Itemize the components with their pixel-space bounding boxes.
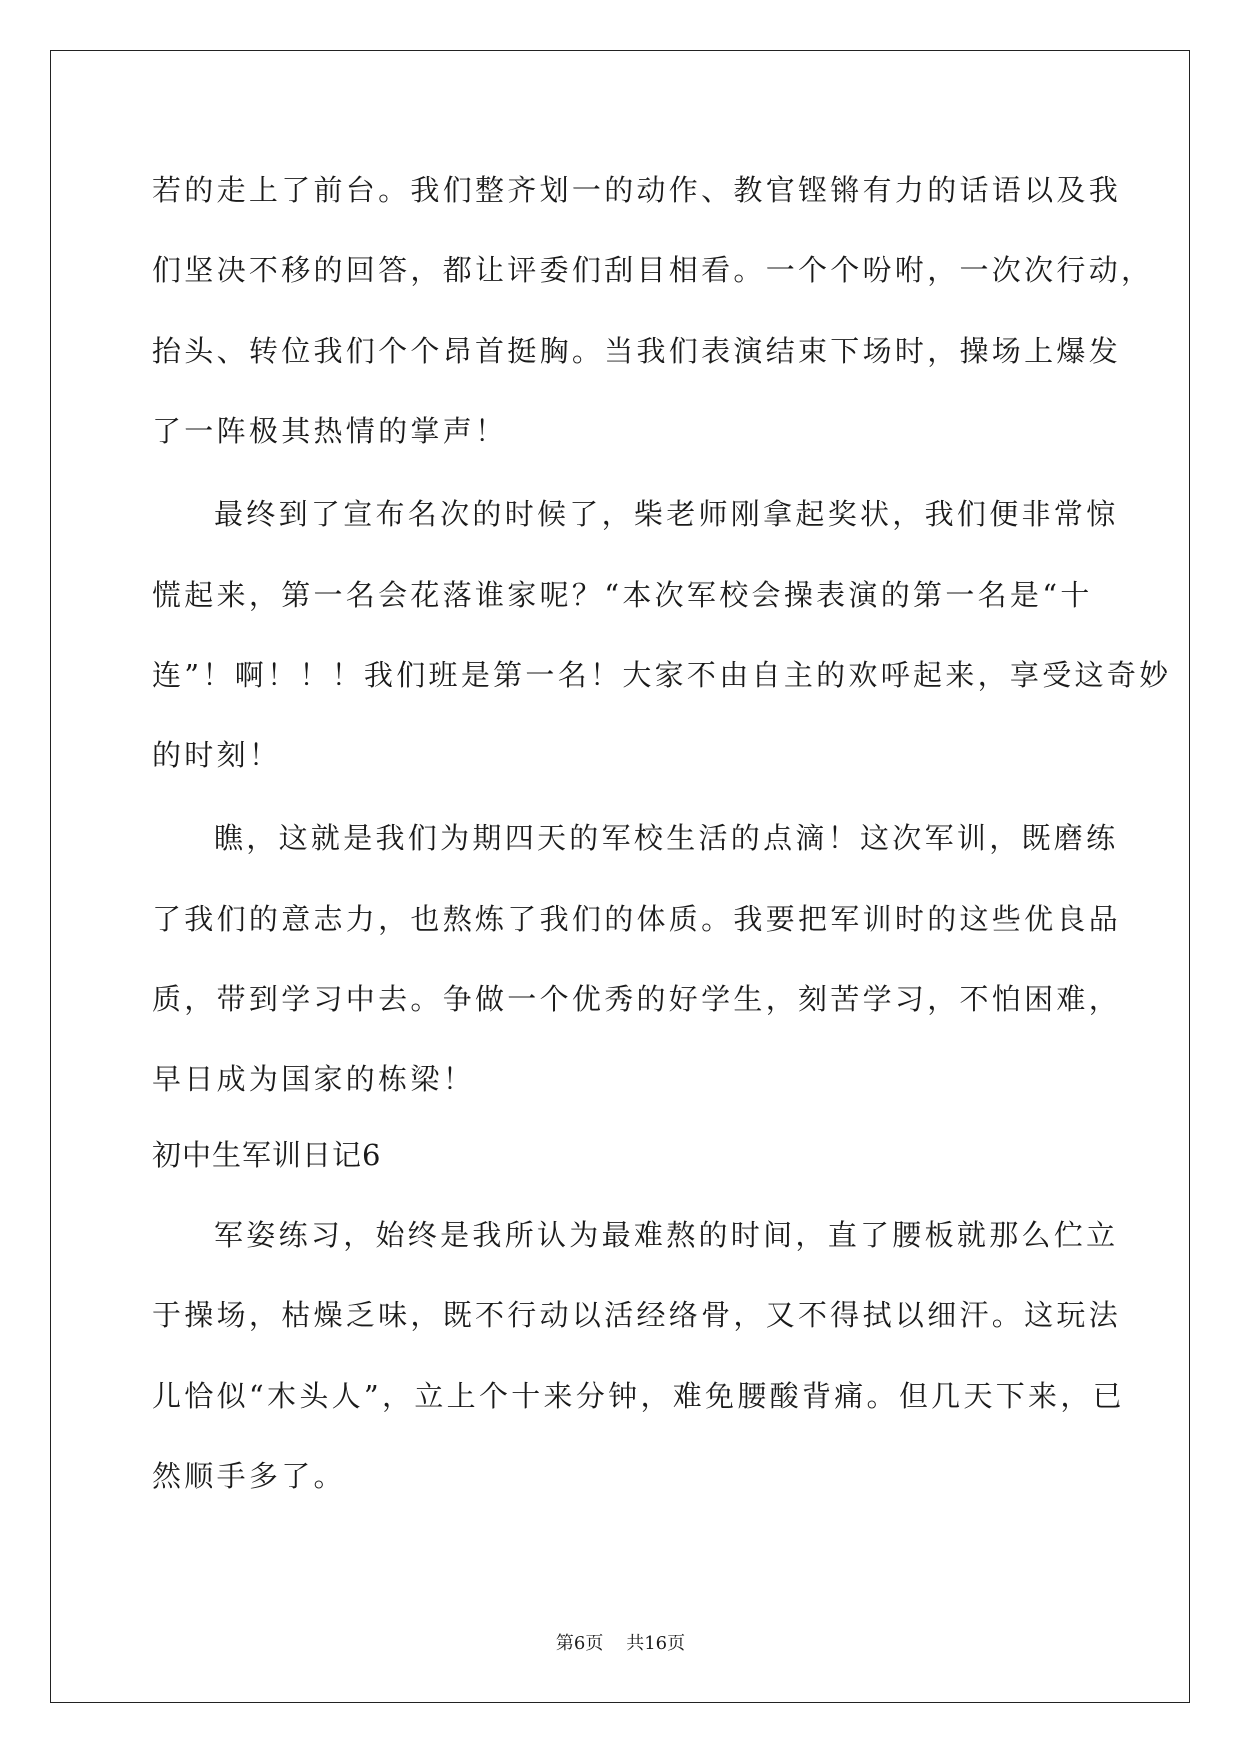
text-line: 们坚决不移的回答，都让评委们刮目相看。一个个吩咐，一次次行动， <box>152 253 1154 287</box>
text-line: 了我们的意志力，也熬炼了我们的体质。我要把军训时的这些优良品 <box>152 902 1122 936</box>
section-heading: 初中生军训日记6 <box>152 1138 382 1172</box>
paragraph-first-line: 军姿练习，始终是我所认为最难熬的时间，直了腰板就那么伫立 <box>214 1218 1119 1252</box>
text-line: 抬头、转位我们个个昂首挺胸。当我们表演结束下场时，操场上爆发 <box>152 334 1122 368</box>
text-line: 儿恰似“木头人”，立上个十来分钟，难免腰酸背痛。但几天下来，已 <box>152 1379 1125 1413</box>
paragraph-first-line: 瞧，这就是我们为期四天的军校生活的点滴！这次军训，既磨练 <box>214 821 1119 855</box>
text-line: 的时刻！ <box>152 738 282 772</box>
text-line: 慌起来，第一名会花落谁家呢？“本次军校会操表演的第一名是“十 <box>152 578 1093 612</box>
text-line: 于操场，枯燥乏味，既不行动以活经络骨，又不得拭以细汗。这玩法 <box>152 1298 1122 1332</box>
text-line: 早日成为国家的栋梁！ <box>152 1062 476 1096</box>
text-line: 了一阵极其热情的掌声！ <box>152 414 508 448</box>
text-line: 质，带到学习中去。争做一个优秀的好学生，刻苦学习，不怕困难， <box>152 982 1122 1016</box>
paragraph-first-line: 最终到了宣布名次的时候了，柴老师刚拿起奖状，我们便非常惊 <box>214 497 1119 531</box>
text-line: 然顺手多了。 <box>152 1459 346 1493</box>
page-number-footer: 第6页 共16页 <box>555 1633 686 1654</box>
text-line: 若的走上了前台。我们整齐划一的动作、教官铿锵有力的话语以及我 <box>152 173 1122 207</box>
text-line: 连”！啊！！！我们班是第一名！大家不由自主的欢呼起来，享受这奇妙 <box>152 658 1172 692</box>
